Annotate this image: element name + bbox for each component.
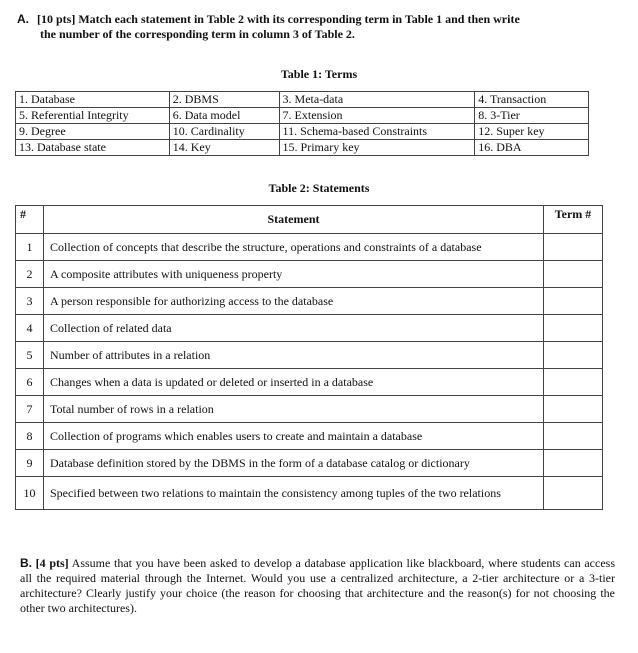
question-b-points: [4 pts] [35, 556, 69, 570]
table1-title: Table 1: Terms [280, 67, 358, 81]
statement-number: 8 [16, 423, 44, 450]
term-cell: 3. Meta-data [279, 92, 475, 108]
question-b [20, 556, 615, 616]
statements-table [15, 205, 603, 510]
terms-row [16, 108, 589, 124]
statement-text: Database definition stored by the DBMS in the form of a database catalog or dictionary [44, 450, 544, 477]
question-a [17, 12, 617, 42]
statement-text: Number of attributes in a relation [44, 342, 544, 369]
term-answer-cell[interactable] [544, 261, 603, 288]
terms-table [15, 91, 589, 156]
term-cell: 2. DBMS [169, 92, 279, 108]
statement-row [16, 342, 603, 369]
term-cell: 14. Key [169, 140, 279, 156]
statement-row [16, 477, 603, 510]
statement-row [16, 396, 603, 423]
statement-row [16, 450, 603, 477]
term-cell: 6. Data model [169, 108, 279, 124]
term-cell: 11. Schema-based Constraints [279, 124, 475, 140]
term-answer-cell[interactable] [544, 234, 603, 261]
question-a-text-continued: the number of the corresponding term in column 3 of Table 2. [40, 27, 355, 41]
statement-text: Collection of programs which enables users to create and maintain a database [44, 423, 544, 450]
statement-number: 1 [16, 234, 44, 261]
term-cell: 12. Super key [475, 124, 589, 140]
statement-number: 7 [16, 396, 44, 423]
column-header-number: # [16, 206, 44, 234]
statement-row [16, 261, 603, 288]
terms-row [16, 92, 589, 108]
question-b-text: Assume that you have been asked to develop a database application like blackboard, where students can access all the required material through the Internet. Would you use a centralized architecture, a 2-tier architecture or a 3-tier architecture? Clearly justify your choice (the reason for choosing that architecture and the reason(s) for not choosing the other two architectures). [20, 556, 616, 615]
statement-text: Collection of related data [44, 315, 544, 342]
statement-number: 3 [16, 288, 44, 315]
term-answer-cell[interactable] [544, 477, 603, 510]
term-answer-cell[interactable] [544, 423, 603, 450]
term-cell: 7. Extension [279, 108, 475, 124]
term-cell: 10. Cardinality [169, 124, 279, 140]
statement-text: Total number of rows in a relation [44, 396, 544, 423]
term-cell: 13. Database state [16, 140, 170, 156]
term-answer-cell[interactable] [544, 288, 603, 315]
statement-row [16, 234, 603, 261]
term-cell: 1. Database [16, 92, 170, 108]
column-header-statement: Statement [44, 206, 544, 234]
statement-row [16, 369, 603, 396]
terms-row [16, 124, 589, 140]
statement-row [16, 423, 603, 450]
term-cell: 9. Degree [16, 124, 170, 140]
term-cell: 15. Primary key [279, 140, 475, 156]
question-a-label: A. [17, 12, 29, 26]
statement-text: Changes when a data is updated or deleted or inserted in a database [44, 369, 544, 396]
term-answer-cell[interactable] [544, 450, 603, 477]
terms-row [16, 140, 589, 156]
statement-number: 9 [16, 450, 44, 477]
question-b-label: B. [20, 556, 32, 570]
statement-number: 10 [16, 477, 44, 510]
column-header-term: Term # [544, 206, 603, 234]
statement-text: A composite attributes with uniqueness property [44, 261, 544, 288]
term-cell: 8. 3-Tier [475, 108, 589, 124]
term-cell: 4. Transaction [475, 92, 589, 108]
term-answer-cell[interactable] [544, 315, 603, 342]
statement-row [16, 315, 603, 342]
table2-title: Table 2: Statements [268, 181, 370, 195]
statement-text: Specified between two relations to maintain the consistency among tuples of the two relations [44, 477, 544, 510]
statement-number: 2 [16, 261, 44, 288]
term-cell: 5. Referential Integrity [16, 108, 170, 124]
term-cell: 16. DBA [475, 140, 589, 156]
statement-row [16, 288, 603, 315]
statement-number: 5 [16, 342, 44, 369]
term-answer-cell[interactable] [544, 342, 603, 369]
term-answer-cell[interactable] [544, 369, 603, 396]
term-answer-cell[interactable] [544, 396, 603, 423]
statement-number: 6 [16, 369, 44, 396]
question-a-text: [10 pts] Match each statement in Table 2 with its corresponding term in Table 1 and then write [37, 12, 520, 26]
statement-text: Collection of concepts that describe the structure, operations and constraints of a database [44, 234, 544, 261]
statement-text: A person responsible for authorizing access to the database [44, 288, 544, 315]
statement-number: 4 [16, 315, 44, 342]
